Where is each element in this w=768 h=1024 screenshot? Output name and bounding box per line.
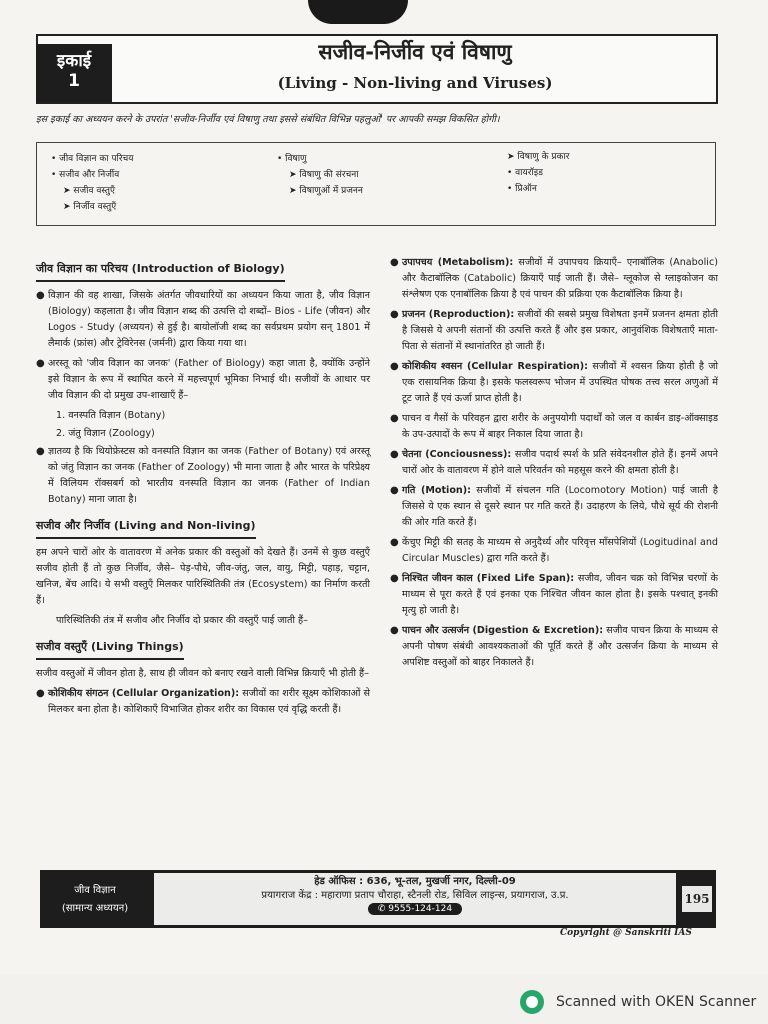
- topic-subitem: ➤ सजीव वस्तुएँ: [63, 186, 115, 196]
- keyword: गति (Motion):: [402, 485, 471, 496]
- topic-subitem: ➤ विषाणुओं में प्रजनन: [289, 186, 363, 196]
- numbered-item: 1. वनस्पति विज्ञान (Botany): [56, 410, 166, 421]
- left-column: [36, 255, 370, 722]
- bullet-text: सजीवों में संचलन गति (Locomotory Motion) पाई जाती है जिससे ये एक स्थान से दूसरे स्थान पर गति करते हैं। उदाहरण के लिये, पौधे सूर्य की रोशनी की ओर गति करते हैं।: [402, 485, 718, 528]
- keyword: पाचन और उत्सर्जन (Digestion & Excretion):: [402, 625, 604, 636]
- bullet-text: अरस्तू को 'जीव विज्ञान का जनक' (Father of Biology) कहा जाता है, क्योंकि उन्होंने इसे विज्ञान के रूप में स्थापित करने में महत्त्वपूर्ण भूमिका निभाई थी। सजीवों के आधार पर जीव विज्ञान की दो प्रमुख उप-शाखाएँ हैं–: [48, 358, 370, 401]
- bullet-text: केंचुए मिट्टी की सतह के माध्यम से अनुदैर्ध्य और परिवृत्त माँसपेशियों (Logitudinal and Circular Muscles) द्वारा गति करते हैं।: [402, 537, 718, 564]
- page-number: 195: [682, 886, 712, 912]
- keyword: निश्चित जीवन काल (Fixed Life Span):: [402, 573, 575, 584]
- bullet-item: ● उपापचय (Metabolism): सजीवों में उपापचय क्रियाएँ– एनाबॉलिक (Anabolic) और कैटाबॉलिक (Catabolic) क्रियाएँ पाई जाती हैं। जैसे– ग्लूकोज से ग्लाइकोजन का संश्लेषण एक एनाबॉलिक क्रिया है एवं पाचन की प्रक्रिया एक कैटाबॉलिक क्रिया है।: [390, 257, 718, 300]
- scanner-logo-icon: [520, 990, 544, 1014]
- bullet-text: सजीव पदार्थ स्पर्श के प्रति संवेदनशील होते हैं। इनमें अपने चारों ओर के वातावरण में होने वाले परिवर्तन को महसूस करने की क्षमता होती है।: [402, 449, 718, 476]
- bullet-item: ● विज्ञान की वह शाखा, जिसके अंतर्गत जीवधारियों का अध्ययन किया जाता है, जीव विज्ञान (Biology) कहलाता है। जीव विज्ञान शब्द की उत्पत्ति दो शब्दों– Bios - Life (जीवन) और Logos - Study (अध्ययन) से हुई है। बायोलॉजी शब्द का सर्वप्रथम प्रयोग सन् 1801 में लैमार्क (फ्रांस) और ट्रेविरेनस (जर्मनी) द्वारा किया गया था।: [36, 288, 370, 352]
- bullet-text: सजीवों में उपापचय क्रियाएँ– एनाबॉलिक (Anabolic) और कैटाबॉलिक (Catabolic) क्रियाएँ पाई जाती हैं। जैसे– ग्लूकोज से ग्लाइकोजन का संश्लेषण एक एनाबॉलिक क्रिया है एवं पाचन की प्रक्रिया एक कैटाबॉलिक क्रिया है।: [402, 257, 718, 300]
- section-heading-biology: जीव विज्ञान का परिचय (Introduction of Biology): [36, 261, 285, 282]
- bullet-text: सजीवों में श्वसन क्रिया होती है जो एक रासायनिक क्रिया है। इसके फलस्वरूप भोजन में उपस्थित पोषक तत्त्व सरल अणुओं में टूट जाते हैं एवं ऊर्जा प्राप्त होती है।: [402, 361, 718, 404]
- bullet-item: ● पाचन व गैसों के परिवहन द्वारा शरीर के अनुपयोगी पदार्थों को जल व कार्बन डाइ-ऑक्साइड के उप-उत्पादों के रूप में बाहर निकाल दिया जाता है।: [390, 411, 718, 443]
- paragraph: पारिस्थितिकी तंत्र में सजीव और निर्जीव दो प्रकार की वस्तुएँ पाई जाती हैं–: [56, 615, 308, 626]
- keyword: कोशिकीय श्वसन (Cellular Respiration):: [402, 361, 588, 372]
- topic-item: • वायरॉइड: [507, 168, 543, 178]
- unit-label: इकाई: [56, 51, 92, 71]
- numbered-item: 2. जंतु विज्ञान (Zoology): [56, 428, 155, 439]
- intro-text: इस इकाई का अध्ययन करने के उपरांत 'सजीव-निर्जीव एवं विषाणु तथा इससे संबंधित विभिन्न पहलुओं' पर आपकी समझ विकसित होगी।: [36, 114, 500, 125]
- topics-col-2: [277, 151, 363, 199]
- unit-badge: [36, 44, 112, 102]
- bullet-text: सजीवों की सबसे प्रमुख विशेषता इनमें प्रजनन क्षमता होती है जिससे ये अपनी संतानों की उत्पत्ति करते हैं और इस प्रकार, आनुवंशिक विशेषताएँ माता-पिता से संतानों में स्थानांतरित हो जाती हैं।: [402, 309, 719, 352]
- section-heading-living-nonliving: सजीव और निर्जीव (Living and Non-living): [36, 518, 256, 539]
- keyword: चेतना (Conciousness):: [402, 449, 512, 460]
- bullet-item: ● कोशिकीय श्वसन (Cellular Respiration): सजीवों में श्वसन क्रिया होती है जो एक रासायनिक क्रिया है। इसके फलस्वरूप भोजन में उपस्थित पोषक तत्त्व सरल अणुओं में टूट जाते हैं एवं ऊर्जा प्राप्त होती है।: [390, 361, 718, 404]
- bullet-item: ● ज्ञातव्य है कि थियोफ्रेस्टस को वनस्पति विज्ञान का जनक (Father of Botany) एवं अरस्तू को जंतु विज्ञान का जनक (Father of Zoology) भी माना जाता है और भारत के परिप्रेक्ष्य में विलियम रॉक्सबर्ग को भारतीय वनस्पति विज्ञान का जनक (Father of Indian Botany) माना जाता है।: [36, 444, 370, 508]
- keyword: प्रजनन (Reproduction):: [402, 309, 515, 320]
- prayagraj-address: प्रयागराज केंद्र : महाराणा प्रताप चौराहा, स्टैनली रोड, सिविल लाइन्स, प्रयागराज, उ.प्र.: [261, 890, 569, 901]
- bullet-item: ● कोशिकीय संगठन (Cellular Organization): सजीवों का शरीर सूक्ष्म कोशिकाओं से मिलकर बना होता है। कोशिकाएँ विभाजित होकर शरीर का विकास एवं वृद्धि करती हैं।: [36, 688, 370, 715]
- topic-item: • विषाणु: [277, 154, 307, 164]
- bullet-item: ● केंचुए मिट्टी की सतह के माध्यम से अनुदैर्ध्य और परिवृत्त माँसपेशियों (Logitudinal and Circular Muscles) द्वारा गति करते हैं।: [390, 535, 718, 567]
- paragraph: हम अपने चारों ओर के वातावरण में अनेक प्रकार की वस्तुओं को देखते हैं। उनमें से कुछ वस्तुएँ सजीव होती हैं तो कुछ निर्जीव, जैसे– पेड़-पौधे, जीव-जंतु, जल, वायु, मिट्टी, पहाड़, चट्टान, खनिज, बेंच आदि। ये सभी वस्तुएँ मिलकर पारिस्थितिकी तंत्र (Ecosystem) का निर्माण करती हैं।: [36, 547, 370, 606]
- topic-item: • प्रिऑन: [507, 184, 537, 194]
- topic-subitem: ➤ विषाणु की संरचना: [289, 170, 359, 180]
- copyright-text: Copyright @ Sanskriti IAS: [560, 928, 692, 938]
- topic-subitem: ➤ निर्जीव वस्तुएँ: [63, 202, 117, 212]
- topic-item: • सजीव और निर्जीव: [51, 170, 120, 180]
- footer-subject-subtitle: (सामान्य अध्ययन): [61, 903, 129, 914]
- footer-address: [154, 873, 676, 925]
- topics-col-1: [51, 151, 134, 215]
- bullet-text: विज्ञान की वह शाखा, जिसके अंतर्गत जीवधारियों का अध्ययन किया जाता है, जीव विज्ञान (Biology) कहलाता है। जीव विज्ञान शब्द की उत्पत्ति दो शब्दों– Bios - Life (जीवन) और Logos - Study (अध्ययन) से हुई है। बायोलॉजी शब्द का सर्वप्रथम प्रयोग सन् 1801 में लैमार्क (फ्रांस) और ट्रेविरेनस (जर्मनी) द्वारा किया गया था।: [48, 290, 370, 349]
- phone-number: ✆ 9555-124-124: [368, 903, 462, 915]
- footer-subject-title: जीव विज्ञान: [74, 885, 116, 896]
- chapter-title-english: (Living - Non-living and Viruses): [277, 74, 553, 92]
- head-office-address: हेड ऑफिस : 636, भू-तल, मुखर्जी नगर, दिल्ली-09: [314, 876, 516, 887]
- topic-subitem: ➤ विषाणु के प्रकार: [507, 152, 570, 162]
- topics-col-3: [507, 149, 569, 197]
- page-footer: [40, 870, 716, 928]
- bullet-text: सजीव, जीवन चक्र को विभिन्न चरणों के माध्यम से पूरा करते हैं एवं इनका एक निश्चित जीवन काल होता है। इसके पश्चात् इनकी मृत्यु हो जाती है।: [402, 573, 718, 616]
- scanner-watermark: [520, 990, 756, 1014]
- topics-box: [36, 142, 716, 226]
- right-column: [390, 255, 718, 675]
- bullet-item: ● पाचन और उत्सर्जन (Digestion & Excretion): सजीव पाचन क्रिया के माध्यम से अपनी पोषण संबंधी आवश्यकताओं की पूर्ति करते हैं और उत्सर्जन क्रिया के माध्यम से अपशिष्ट वस्तुओं को बाहर निकालते हैं।: [390, 625, 718, 668]
- bullet-text: ज्ञातव्य है कि थियोफ्रेस्टस को वनस्पति विज्ञान का जनक (Father of Botany) एवं अरस्तू को जंतु विज्ञान का जनक (Father of Zoology) भी माना जाता है और भारत के परिप्रेक्ष्य में विलियम रॉक्सबर्ग को भारतीय वनस्पति विज्ञान का जनक (Father of Indian Botany) माना जाता है।: [48, 446, 370, 505]
- top-tab: [308, 0, 408, 24]
- bullet-item: ● निश्चित जीवन काल (Fixed Life Span): सजीव, जीवन चक्र को विभिन्न चरणों के माध्यम से पूरा करते हैं एवं इनका एक निश्चित जीवन काल होता है। इसके पश्चात् इनकी मृत्यु हो जाती है।: [390, 573, 718, 616]
- bullet-item: ● गति (Motion): सजीवों में संचलन गति (Locomotory Motion) पाई जाती है जिससे ये एक स्थान से दूसरे स्थान पर गति करते हैं। उदाहरण के लिये, पौधे सूर्य की रोशनी की ओर गति करते हैं।: [390, 485, 718, 528]
- bullet-text: सजीवों का शरीर सूक्ष्म कोशिकाओं से मिलकर बना होता है। कोशिकाएँ विभाजित होकर शरीर का विकास एवं वृद्धि करती हैं।: [48, 688, 370, 715]
- paragraph: सजीव वस्तुओं में जीवन होता है, साथ ही जीवन को बनाए रखने वाली विभिन्न क्रियाएँ भी होती हैं–: [36, 668, 369, 679]
- bullet-item: ● चेतना (Conciousness): सजीव पदार्थ स्पर्श के प्रति संवेदनशील होते हैं। इनमें अपने चारों ओर के वातावरण में होने वाले परिवर्तन को महसूस करने की क्षमता होती है।: [390, 449, 718, 476]
- topic-item: • जीव विज्ञान का परिचय: [51, 154, 134, 164]
- bullet-text: पाचन व गैसों के परिवहन द्वारा शरीर के अनुपयोगी पदार्थों को जल व कार्बन डाइ-ऑक्साइड के उप-उत्पादों के रूप में बाहर निकाल दिया जाता है।: [402, 413, 718, 440]
- scanner-label: Scanned with OKEN Scanner: [556, 994, 757, 1010]
- footer-subject: [40, 870, 150, 928]
- bullet-item: ● प्रजनन (Reproduction): सजीवों की सबसे प्रमुख विशेषता इनमें प्रजनन क्षमता होती है जिससे ये अपनी संतानों की उत्पत्ति करते हैं और इस प्रकार, आनुवंशिक विशेषताएँ माता-पिता से संतानों में स्थानांतरित हो जाती हैं।: [390, 309, 719, 352]
- chapter-title-hindi: सजीव-निर्जीव एवं विषाणु: [318, 40, 512, 64]
- keyword: उपापचय (Metabolism):: [402, 257, 514, 268]
- bullet-item: ● अरस्तू को 'जीव विज्ञान का जनक' (Father of Biology) कहा जाता है, क्योंकि उन्होंने इसे विज्ञान के रूप में स्थापित करने में महत्त्वपूर्ण भूमिका निभाई थी। सजीवों के आधार पर जीव विज्ञान की दो प्रमुख उप-शाखाएँ हैं–: [36, 356, 370, 404]
- keyword: कोशिकीय संगठन (Cellular Organization):: [48, 688, 240, 699]
- unit-number: 1: [68, 71, 80, 91]
- section-heading-living-things: सजीव वस्तुएँ (Living Things): [36, 639, 184, 660]
- bullet-text: सजीव पाचन क्रिया के माध्यम से अपनी पोषण संबंधी आवश्यकताओं की पूर्ति करते हैं और उत्सर्जन क्रिया के माध्यम से अपशिष्ट वस्तुओं को बाहर निकालते हैं।: [402, 625, 718, 668]
